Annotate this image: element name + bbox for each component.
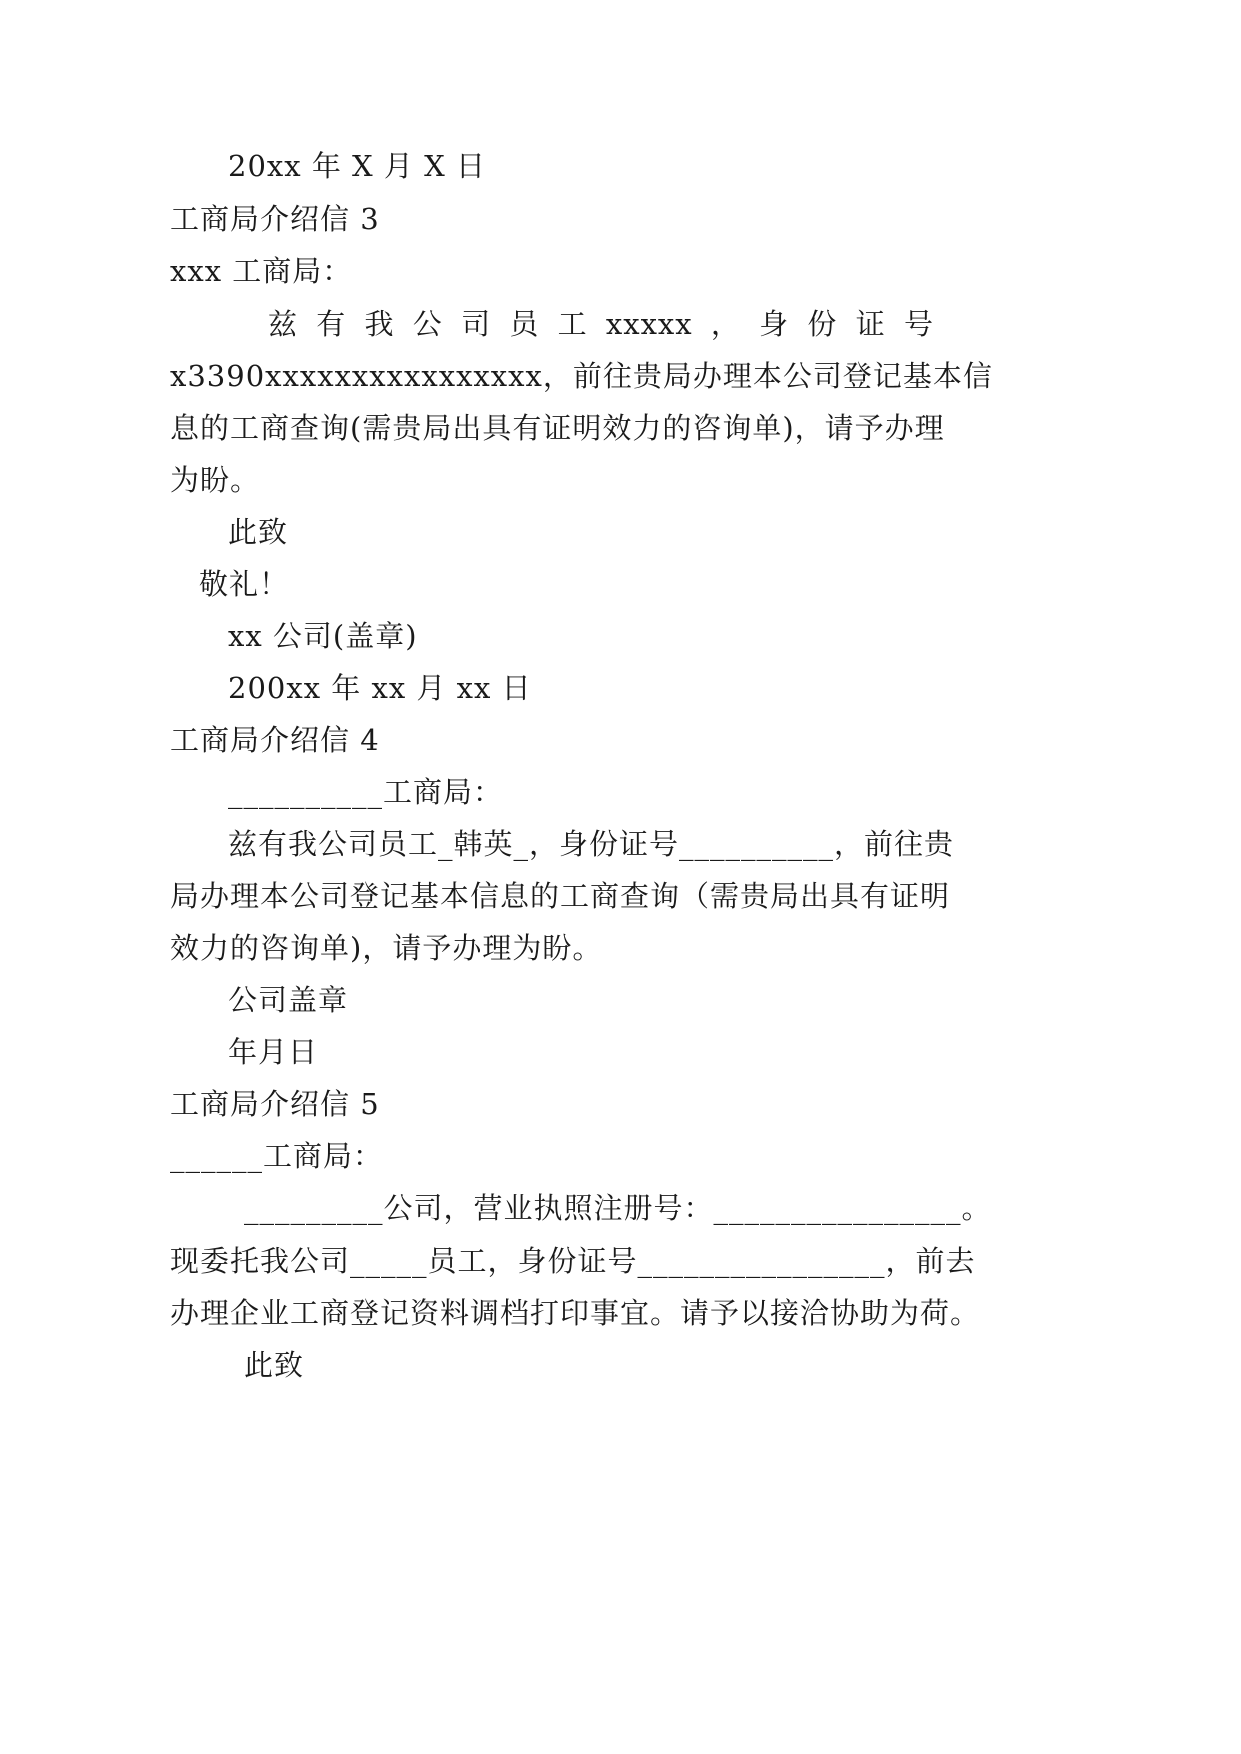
letter3-body-line3: 息的工商查询(需贵局出具有证明效力的咨询单)，请予办理 [170,411,945,445]
body-char: 公 [412,307,443,341]
body-char: 有 [316,307,347,341]
letter4-date: 年月日 [228,1035,319,1069]
body-char: 兹 [268,307,299,341]
letter3-title: 工商局介绍信 3 [170,202,380,236]
letter5-body-line2: 现委托我公司_____员工，身份证号________________，前去 [170,1244,976,1278]
letter3-body-line2: x3390xxxxxxxxxxxxxxxx，前往贵局办理本公司登记基本信 [170,359,993,393]
body-char: 份 [807,307,838,341]
body-char: 证 [855,307,886,341]
body-char: 我 [364,307,395,341]
letter3-closing: 此致 [228,515,289,549]
body-char: 身 [759,307,790,341]
letter4-stamp: 公司盖章 [228,983,349,1017]
letter3-recipient: xxx 工商局： [170,254,353,288]
letter3-body-line4: 为盼。 [170,463,261,497]
body-char: ， [710,307,741,341]
letter5-recipient: ______工商局： [170,1139,384,1173]
letter5-body-line1: _________公司，营业执照注册号：________________。 [244,1191,992,1225]
body-char: 号 [903,307,934,341]
body-char: 员 [509,307,540,341]
letter3-company: xx 公司(盖章) [228,619,418,653]
letter5-title: 工商局介绍信 5 [170,1087,380,1121]
letter5-closing: 此致 [244,1348,305,1382]
letter4-recipient: __________工商局： [228,775,504,809]
letter5-body-line3: 办理企业工商登记资料调档打印事宜。请予以接洽协助为荷。 [170,1296,981,1330]
body-char: 工 [557,307,588,341]
body-char: 司 [461,307,492,341]
letter4-body-line1: 兹有我公司员工_韩英_，身份证号__________，前往贵 [228,827,955,861]
letter3-date: 200xx 年 xx 月 xx 日 [228,671,532,705]
letter4-title: 工商局介绍信 4 [170,723,380,757]
letter3-prev-date: 20xx 年 X 月 X 日 [228,149,486,183]
letter4-body-line3: 效力的咨询单)，请予办理为盼。 [170,931,603,965]
letter4-body-line2: 局办理本公司登记基本信息的工商查询（需贵局出具有证明 [170,879,951,913]
letter3-salutation: 敬礼！ [199,567,290,601]
letter3-body-line1 [268,306,934,342]
body-char: xxxxx [605,307,693,341]
